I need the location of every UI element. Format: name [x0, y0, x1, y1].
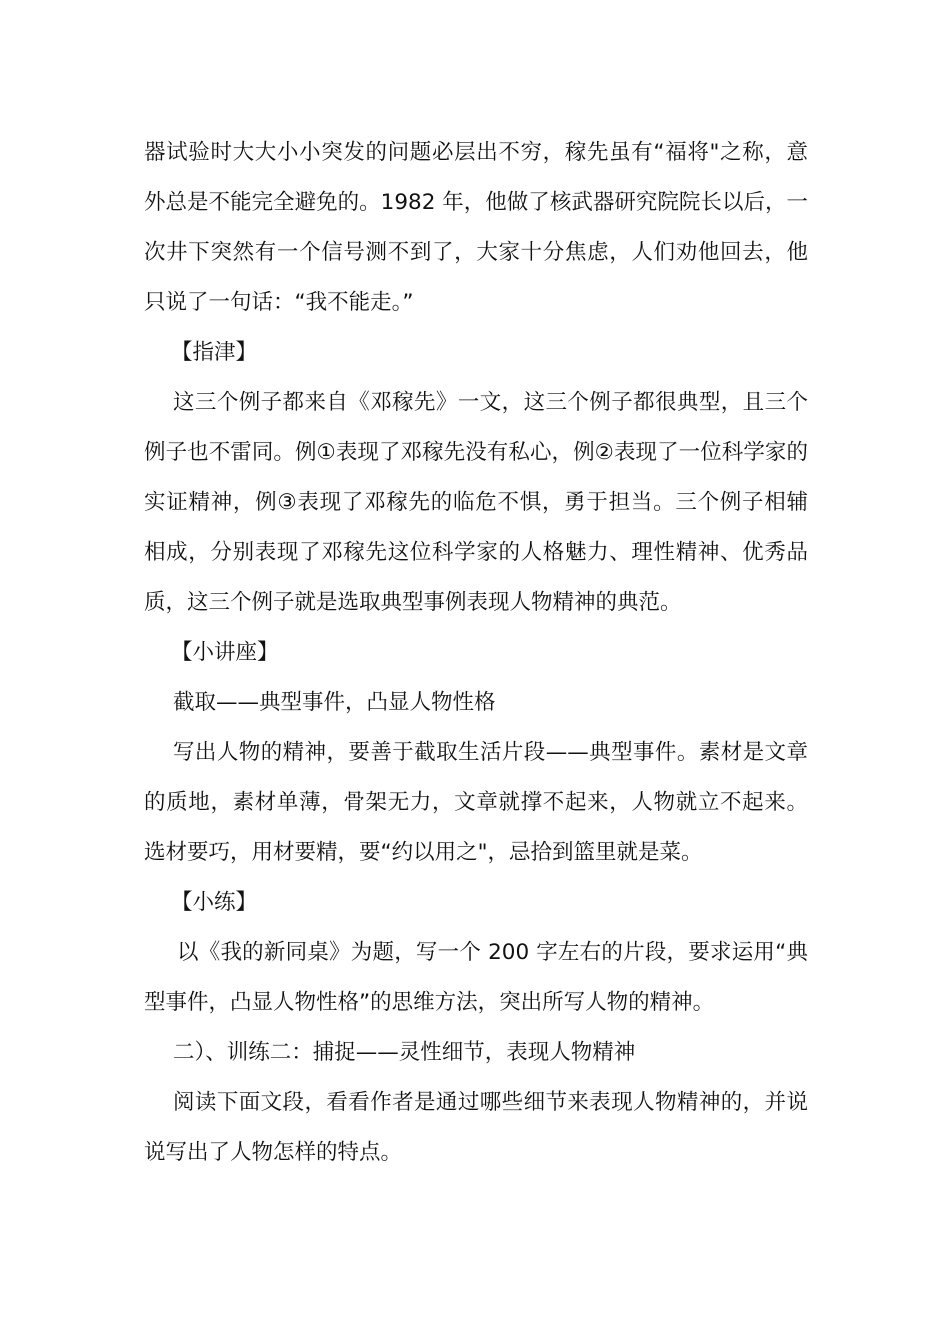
paragraph-test-anecdote: 器试验时大大小小突发的问题必层出不穷，稼先虽有“福将"之称，意外总是不能完全避免的。1982 年，他做了核武器研究院院长以后，一次井下突然有一个信号测不到了，大家十分焦虑，人们劝他回去，他只说了一句话：“我不能走。”	[144, 140, 808, 315]
heading-guidance: 【指津】	[171, 340, 258, 365]
heading-mini-lecture: 【小讲座】	[171, 640, 279, 665]
section-heading-training-two: 二）、训练二：捕捉——灵性细节，表现人物精神	[173, 1040, 636, 1065]
lecture-subtitle: 截取——典型事件，凸显人物性格	[173, 690, 496, 715]
paragraph-guidance: 这三个例子都来自《邓稼先》一文，这三个例子都很典型，且三个例子也不雷同。例①表现了邓稼先没有私心，例②表现了一位科学家的实证精神，例③表现了邓稼先的临危不惧，勇于担当。三个例子相辅相成，分别表现了邓稼先这位科学家的人格魅力、理性精神、优秀品质，这三个例子就是选取典型事例表现人物精神的典范。	[144, 390, 808, 615]
heading-practice: 【小练】	[171, 890, 258, 915]
paragraph-lecture: 写出人物的精神，要善于截取生活片段——典型事件。素材是文章的质地，素材单薄，骨架无力，文章就撑不起来，人物就立不起来。选材要巧，用材要精，要“约以用之"，忌拾到篮里就是菜。	[144, 740, 808, 865]
paragraph-practice: 以《我的新同桌》为题，写一个 200 字左右的片段，要求运用“典型事件，凸显人物性格”的思维方法，突出所写人物的精神。	[144, 940, 808, 1015]
paragraph-reading-task: 阅读下面文段，看看作者是通过哪些细节来表现人物精神的，并说说写出了人物怎样的特点。	[144, 1090, 808, 1165]
document-body	[144, 128, 808, 1178]
